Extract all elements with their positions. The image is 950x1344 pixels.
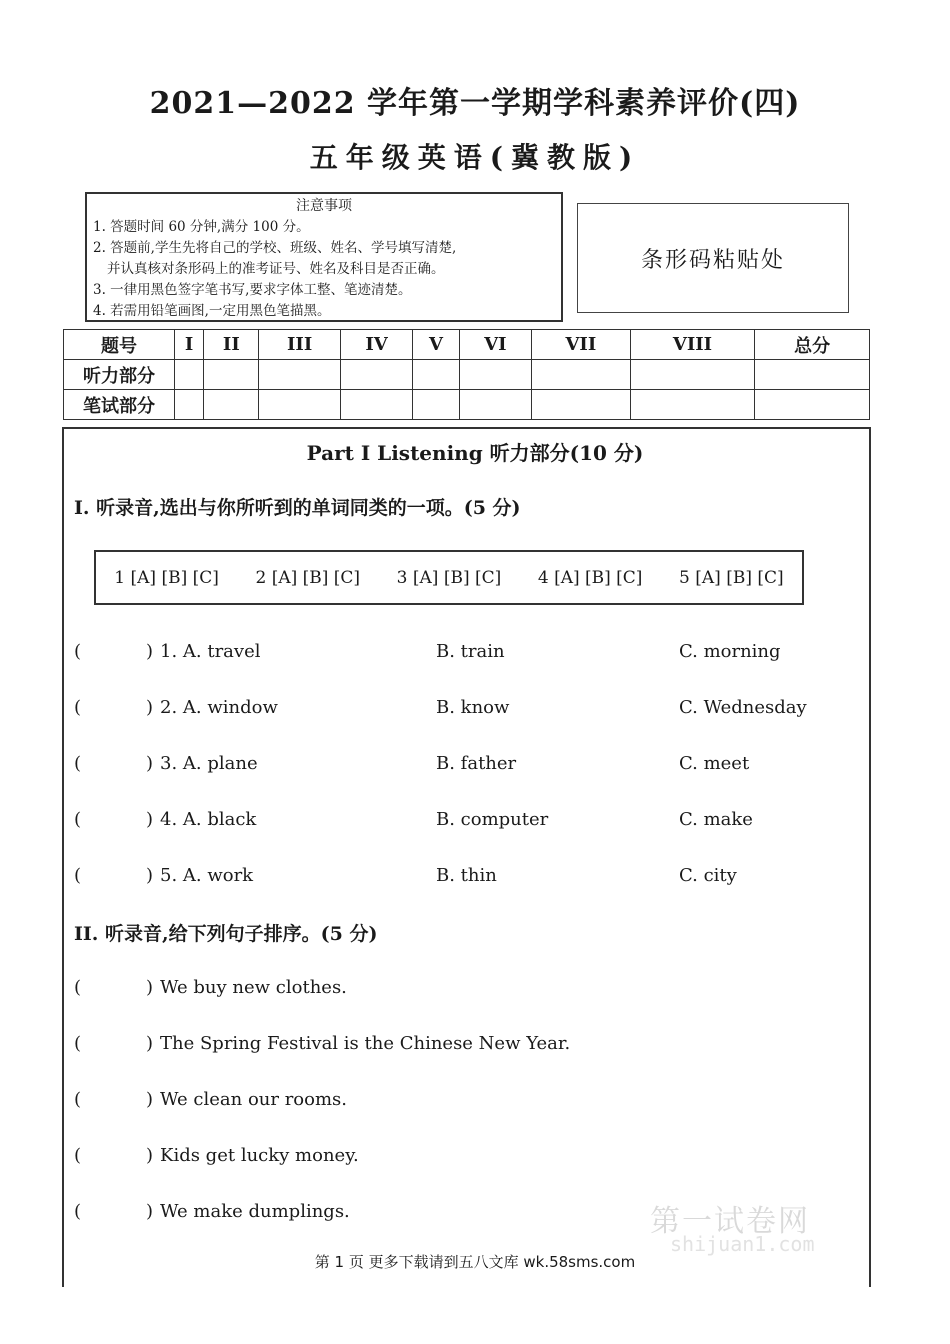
answer-option[interactable]: 4 [A] [B] [C] (537, 567, 643, 588)
option-b: B. know (436, 697, 510, 718)
score-cell[interactable] (340, 390, 412, 420)
question-row (74, 809, 854, 833)
score-header-cell: 总分 (755, 330, 870, 360)
paren-close: ) (146, 1089, 154, 1110)
score-header-cell: IV (340, 330, 412, 360)
paren-close: ) (146, 977, 154, 998)
notice-item: 3. 一律用黑色签字笔书写,要求字体工整、笔迹清楚。 (93, 282, 412, 298)
page-subtitle: 五年级英语(冀教版) (309, 141, 641, 174)
barcode-label: 条形码粘贴处 (640, 247, 785, 273)
score-header-row (64, 330, 870, 360)
option-a: 5. A. work (160, 865, 254, 886)
score-cell[interactable] (755, 390, 870, 420)
score-cell[interactable] (532, 360, 631, 390)
score-header-cell: VI (459, 330, 531, 360)
score-cell[interactable] (459, 390, 531, 420)
answer-box (94, 550, 804, 605)
option-a: 2. A. window (160, 697, 278, 718)
score-header-cell: II (204, 330, 259, 360)
paren-open[interactable]: ( (74, 1145, 82, 1166)
watermark: 第一试卷网 (650, 1204, 810, 1239)
notice-item: 并认真核对条形码上的准考证号、姓名及科目是否正确。 (107, 261, 445, 277)
answer-option[interactable]: 2 [A] [B] [C] (255, 567, 361, 588)
option-b: B. thin (436, 865, 497, 886)
paren-close: ) (146, 809, 154, 830)
score-cell[interactable] (413, 360, 459, 390)
score-header-cell: III (259, 330, 340, 360)
question-row (74, 753, 854, 777)
notice-item: 1. 答题时间 60 分钟,满分 100 分。 (93, 219, 310, 235)
sentence-row (74, 1145, 854, 1169)
option-b: B. train (436, 641, 505, 662)
paren-close: ) (146, 641, 154, 662)
page-title: 2021—2022 学年第一学期学科素养评价(四) (149, 86, 801, 121)
part-title: Part I Listening 听力部分(10 分) (306, 441, 644, 465)
score-header-cell: V (413, 330, 459, 360)
option-a: 3. A. plane (160, 753, 258, 774)
score-cell[interactable] (175, 390, 204, 420)
sentence-row (74, 1033, 854, 1057)
score-cell[interactable] (204, 360, 259, 390)
paren-open[interactable]: ( (74, 809, 82, 830)
score-cell[interactable] (459, 360, 531, 390)
paren-close: ) (146, 753, 154, 774)
question-row (74, 865, 854, 889)
notice-item: 2. 答题前,学生先将自己的学校、班级、姓名、学号填写清楚, (93, 240, 457, 256)
watermark-url: shijuan1.com (670, 1232, 815, 1256)
sentence-row (74, 1089, 854, 1113)
paren-open[interactable]: ( (74, 865, 82, 886)
sentence-text: We buy new clothes. (160, 977, 347, 998)
paren-close: ) (146, 1033, 154, 1054)
score-row-label: 笔试部分 (64, 390, 175, 420)
paren-close: ) (146, 1201, 154, 1222)
question-row (74, 697, 854, 721)
paren-open[interactable]: ( (74, 1033, 82, 1054)
score-row-listening (64, 360, 870, 390)
answer-option[interactable]: 1 [A] [B] [C] (114, 567, 219, 588)
paren-open[interactable]: ( (74, 641, 82, 662)
sentence-text: We make dumplings. (160, 1201, 350, 1222)
sentence-text: Kids get lucky money. (160, 1145, 359, 1166)
notice-box (85, 192, 563, 322)
score-cell[interactable] (413, 390, 459, 420)
option-c: C. city (679, 865, 737, 886)
paren-close: ) (146, 697, 154, 718)
paren-open[interactable]: ( (74, 1201, 82, 1222)
score-cell[interactable] (204, 390, 259, 420)
paren-close: ) (146, 1145, 154, 1166)
sentence-row (74, 977, 854, 1001)
option-c: C. make (679, 809, 753, 830)
option-a: 1. A. travel (160, 641, 261, 662)
score-table (63, 329, 870, 420)
option-c: C. morning (679, 641, 781, 662)
score-cell[interactable] (259, 390, 340, 420)
paren-open[interactable]: ( (74, 697, 82, 718)
notice-item: 4. 若需用铅笔画图,一定用黑色笔描黑。 (93, 303, 331, 319)
score-cell[interactable] (532, 390, 631, 420)
option-b: B. father (436, 753, 517, 774)
section-1-title: I. 听录音,选出与你所听到的单词同类的一项。(5 分) (74, 497, 521, 519)
score-header-cell: 题号 (64, 330, 175, 360)
question-row (74, 641, 854, 665)
sentence-text: The Spring Festival is the Chinese New Year. (160, 1033, 571, 1054)
score-cell[interactable] (175, 360, 204, 390)
option-c: C. Wednesday (679, 697, 807, 718)
section-2-title: II. 听录音,给下列句子排序。(5 分) (74, 923, 378, 945)
score-row-written (64, 390, 870, 420)
page-footer: 第 1 页 更多下载请到五八文库 wk.58sms.com (314, 1253, 636, 1271)
score-cell[interactable] (630, 390, 755, 420)
paren-open[interactable]: ( (74, 977, 82, 998)
score-cell[interactable] (340, 360, 412, 390)
score-row-label: 听力部分 (64, 360, 175, 390)
barcode-area (577, 203, 849, 313)
score-header-cell: VII (532, 330, 631, 360)
option-c: C. meet (679, 753, 750, 774)
score-cell[interactable] (630, 360, 755, 390)
option-a: 4. A. black (160, 809, 257, 830)
option-b: B. computer (436, 809, 549, 830)
score-header-cell: VIII (630, 330, 755, 360)
sentence-text: We clean our rooms. (160, 1089, 348, 1110)
score-cell[interactable] (755, 360, 870, 390)
paren-open[interactable]: ( (74, 1089, 82, 1110)
paren-close: ) (146, 865, 154, 886)
score-header-cell: I (175, 330, 204, 360)
answer-option[interactable]: 3 [A] [B] [C] (396, 567, 502, 588)
score-cell[interactable] (259, 360, 340, 390)
paren-open[interactable]: ( (74, 753, 82, 774)
answer-option[interactable]: 5 [A] [B] [C] (679, 567, 784, 588)
notice-title: 注意事项 (296, 198, 352, 214)
